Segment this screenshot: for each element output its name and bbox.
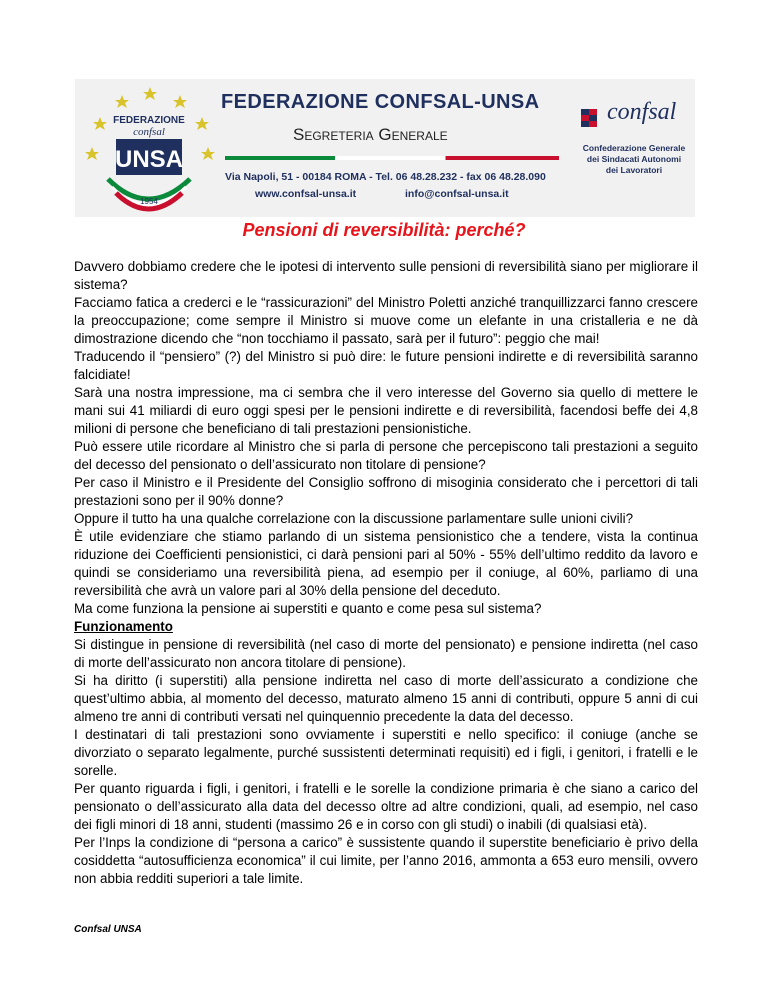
federation-website[interactable]: www.confsal-unsa.it [255,188,357,200]
confsal-wordmark: confsal [607,99,677,125]
federation-email[interactable]: info@confsal-unsa.it [405,188,509,200]
confsal-caption-line-2: dei Sindacati Autonomi [586,154,682,164]
federation-subtitle: Segreteria Generale [293,125,448,144]
paragraph: Può essere utile ricordare al Ministro che si parla di persone che percepiscono tali prestazioni a seguito del decesso del pensionato o dell’assicurato non titolare di pensione? [74,439,698,472]
confsal-flag-icon [581,109,605,127]
paragraph: Si distingue in pensione di reversibilità (nel caso di morte del pensionato) e pensione indiretta (nel caso di morte dell’assicurato non ancora titolare di pensione). [74,637,698,670]
federation-title: FEDERAZIONE CONFSAL-UNSA [221,91,540,113]
paragraph: I destinatari di tali prestazioni sono ovviamente i superstiti e nello specifico: il coniuge (anche se divorziato o separato legalmente, purché sussistenti determinati requisiti) ed i figli, i genitori, i fratelli e le sorelle. [74,727,698,778]
tricolor-rule [225,156,559,160]
badge-mid-text: confsal [133,126,165,138]
document-body [74,258,698,888]
badge-main-text: UNSA [114,146,184,173]
confsal-caption-line-1: Confederazione Generale [582,143,686,153]
page-footer: Confsal UNSA [74,924,142,935]
document-title: Pensioni di reversibilità: perché? [242,220,526,240]
paragraph: Oppure il tutto ha una qualche correlazione con la discussione parlamentare sulle unioni civili? [74,511,634,526]
confsal-caption [579,143,689,176]
paragraph: Traducendo il “pensiero” (?) del Ministro si può dire: le future pensioni indirette e di reversibilità saranno falcidiate! [74,349,698,382]
paragraph: Per caso il Ministro e il Presidente del Consiglio soffrono di misoginia considerato che i percettori di tali prestazioni sono per il 90% donne? [74,475,698,508]
confsal-logo [579,99,689,203]
badge-top-text: FEDERAZIONE [113,115,185,126]
paragraph: Facciamo fatica a crederci e le “rassicurazioni” del Ministro Poletti anziché tranquillizzarci fanno crescere la preoccupazione; come sempre il Ministro si muove come un elefante in una cristalleria e ne dà dimostrazione dicendo che “non tocchiamo il passato, sarà per il futuro”: peggio che mai! [74,295,698,346]
letterhead [75,79,695,217]
paragraph: Per quanto riguarda i figli, i genitori, i fratelli e le sorelle la condizione primaria è che siano a carico del pensionato o dell’assicurato alla data del decesso oltre ad altre condizioni, quali, ad esempio, nel caso dei figli minori di 18 anni, studenti (massimo 26 e in corso con gli studi) o inabili (di qualsiasi età). [74,781,698,832]
paragraph: Per l’Inps la condizione di “persona a carico” è sussistente quando il superstite beneficiario è privo della cosiddetta “autosufficienza economica” il cui limite, per l’anno 2016, ammonta a 653 euro mensili, ovvero non abbia redditi superiori a tale limite. [74,835,698,886]
paragraph: Si ha diritto (i superstiti) alla pensione indiretta nel caso di morte dell’assicurato a condizione che quest’ultimo abbia, al momento del decesso, maturato almeno 15 anni di contributi, oppure 5 anni di cui almeno tre anni di contributi versati nel quinquennio precedente la data del decesso. [74,673,698,724]
paragraph: È utile evidenziare che stiamo parlando di un sistema pensionistico che a tendere, vista la continua riduzione dei Coefficienti pensionistici, ci darà pensioni pari al 50% - 55% dell’ultimo reddito da lavoro e quindi se consideriamo una reversibilità piena, ad esempio per il coniuge, al 60%, parliamo di una reversibilità che avrà un valore pari al 30% della pensione del deceduto. [74,529,698,598]
paragraph: Ma come funziona la pensione ai superstiti e quanto e come pesa sul sistema? [74,601,542,616]
confsal-caption-line-3: dei Lavoratori [605,165,663,175]
paragraph: Sarà una nostra impressione, ma ci sembra che il vero interesse del Governo sia quello di mettere le mani sui 41 miliardi di euro oggi spesi per le pensioni indirette e di reversibilità, facendosi beffe dei 4,8 milioni di persone che beneficiano di tali prestazioni pensionistiche. [74,385,698,436]
unsa-badge-logo [78,83,218,215]
federation-address: Via Napoli, 51 - 00184 ROMA - Tel. 06 48.28.232 - fax 06 48.28.090 [225,171,546,183]
section-heading: Funzionamento [74,619,173,634]
letterhead-center [221,87,561,207]
badge-year-text: 1954 [140,197,158,206]
paragraph: Davvero dobbiamo credere che le ipotesi di intervento sulle pensioni di reversibilità siano per migliorare il sistema? [74,259,698,292]
